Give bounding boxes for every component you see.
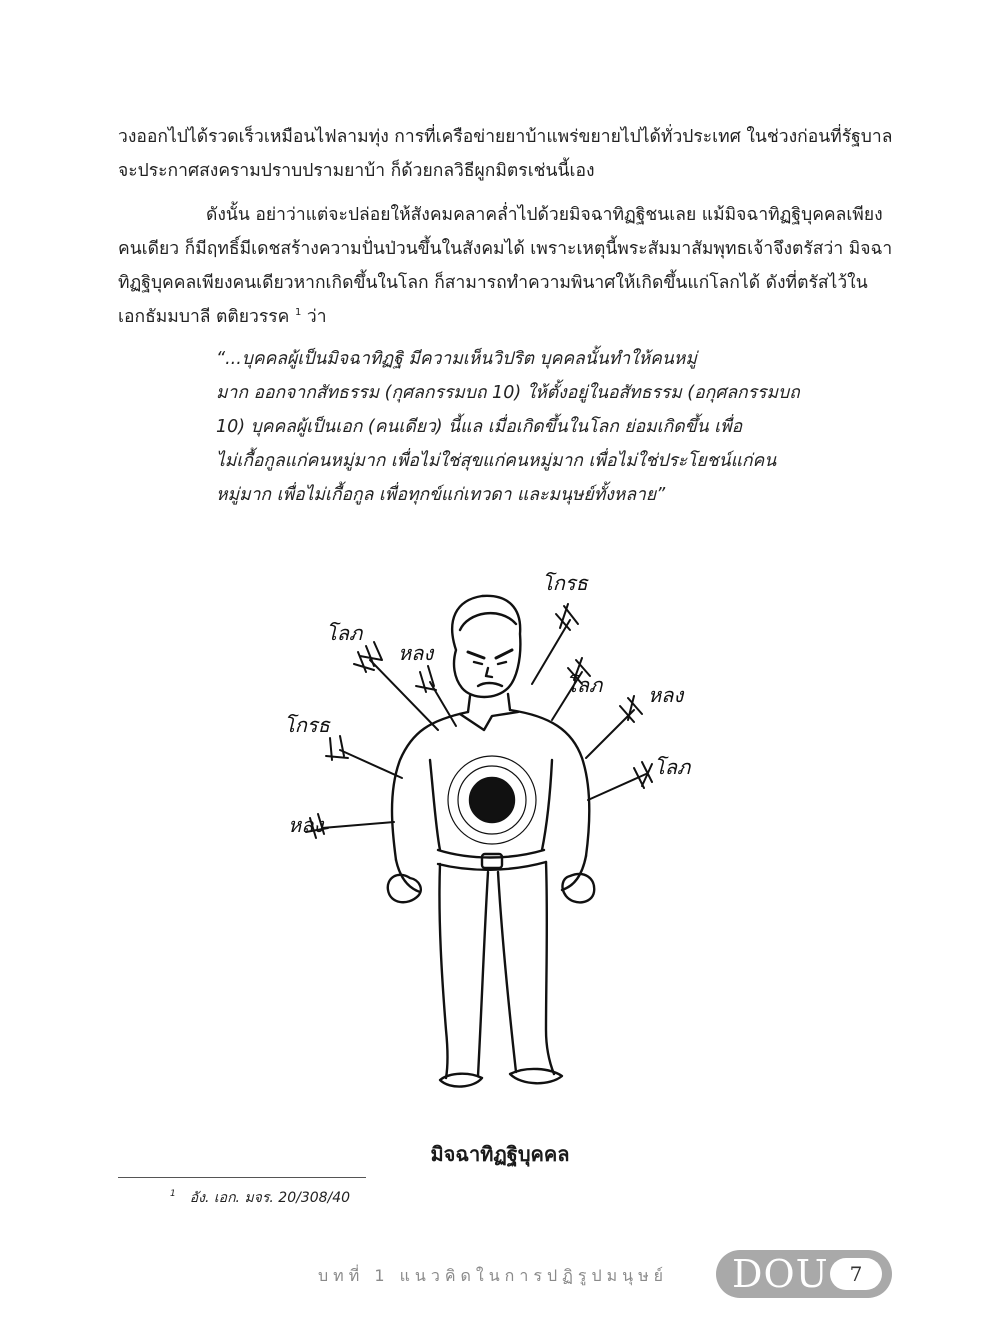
right-shoe bbox=[510, 1069, 562, 1083]
label-krot-top: โกรธ bbox=[542, 571, 588, 595]
arrow-shaft bbox=[586, 710, 634, 758]
text-run: เอกธัมมบาลี ตติยวรรค bbox=[118, 307, 290, 327]
label-krot-left: โกรธ bbox=[284, 713, 330, 737]
left-leg-inner bbox=[478, 872, 488, 1076]
text-line: วงออกไปได้รวดเร็วเหมือนไฟลามทุ่ง การที่เครือข่ายยาบ้าแพร่ขยายไปได้ทั่วประเทศ ในช่วงก่อนที่รัฐบาล bbox=[118, 127, 893, 147]
page-number: 7 bbox=[830, 1258, 882, 1290]
mouth bbox=[478, 683, 502, 686]
block-quote bbox=[216, 342, 800, 512]
text-line bbox=[118, 300, 896, 334]
label-lop-right: โลภ bbox=[566, 673, 603, 697]
arrow-fletching bbox=[326, 736, 348, 760]
page-badge bbox=[716, 1250, 892, 1298]
footnote-divider bbox=[118, 1177, 366, 1178]
label-lop-left: โลภ bbox=[326, 621, 363, 645]
head bbox=[452, 596, 520, 697]
chapter-title: บทที่ 1 แนวคิดในการปฏิรูปมนุษย์ bbox=[318, 1266, 668, 1285]
text-line: จะประกาศสงครามปราบปรามยาบ้า ก็ด้วยกลวิธีผูกมิตรเช่นนี้เอง bbox=[118, 161, 595, 181]
nose bbox=[486, 668, 492, 677]
label-lop-bottom-right: โลภ bbox=[654, 755, 691, 779]
quote-line: 10) บุคคลผู้เป็นเอก (คนเดียว) นี้แล เมื่อเกิดขึ้นในโลก ย่อมเกิดขึ้น เพื่อ bbox=[216, 417, 743, 437]
text-run: ว่า bbox=[306, 307, 327, 327]
paragraph-2 bbox=[118, 198, 896, 334]
hair-line bbox=[460, 613, 516, 630]
left-shoulder bbox=[392, 712, 468, 860]
arrow-shaft bbox=[370, 660, 438, 730]
arrow-shaft bbox=[340, 750, 402, 778]
footnote-marker: 1 bbox=[170, 1189, 176, 1199]
arrow-fletching bbox=[556, 604, 578, 630]
left-shoe bbox=[440, 1074, 482, 1087]
footnote-reference[interactable]: 1 bbox=[294, 307, 302, 318]
quote-line: มาก ออกจากสัทธรรม (กุศลกรรมบถ 10) ให้ตั้งอยู่ในอสัทธรรม (อกุศลกรรมบถ bbox=[216, 383, 800, 403]
figure-caption: มิจฉาทิฏฐิบุคคล bbox=[430, 1142, 570, 1166]
eyebrows bbox=[468, 650, 512, 658]
text-line: ดังนั้น อย่าว่าแต่จะปล่อยให้สังคมคลาคล่ำไปด้วยมิจฉาทิฏฐิชนเลย แม้มิจฉาทิฏฐิบุคคลเพียง bbox=[206, 205, 883, 225]
paragraph-1 bbox=[118, 120, 896, 188]
illustration-man-with-arrows bbox=[270, 560, 710, 1100]
forearms bbox=[396, 856, 586, 892]
label-long-bottom-left: หลง bbox=[288, 813, 324, 837]
footnote bbox=[170, 1187, 350, 1209]
text-line: ทิฏฐิบุคคลเพียงคนเดียวหากเกิดขึ้นในโลก ก็สามารถทำความพินาศให้เกิดขึ้นแก่โลกได้ ดังที่ตรัสไว้ใน bbox=[118, 273, 868, 293]
eyes bbox=[474, 662, 506, 664]
text-line: คนเดียว ก็มีฤทธิ์มีเดชสร้างความปั่นป่วนขึ้นในสังคมได้ เพราะเหตุนี้พระสัมมาสัมพุทธเจ้าจึงตรัสว่า มิจฉา bbox=[118, 239, 893, 259]
quote-line: หมู่มาก เพื่อไม่เกื้อกูล เพื่อทุกข์แก่เทวดา และมนุษย์ทั้งหลาย” bbox=[216, 485, 666, 505]
belt-buckle bbox=[482, 854, 502, 868]
arrow-fletching bbox=[620, 696, 642, 722]
quote-line: ไม่เกื้อกูลแก่คนหมู่มาก เพื่อไม่ใช่สุขแก่คนหมู่มาก เพื่อไม่ใช่ประโยชน์แก่คน bbox=[216, 451, 777, 471]
label-long-left: หลง bbox=[398, 641, 434, 665]
collar bbox=[460, 712, 518, 730]
right-leg-inner bbox=[498, 872, 516, 1072]
label-long-right: หลง bbox=[648, 683, 684, 707]
arrow-shaft bbox=[532, 620, 570, 684]
dou-logo: DOU bbox=[732, 1252, 829, 1296]
quote-line: “...บุคคลผู้เป็นมิจฉาทิฏฐิ มีความเห็นวิปริต บุคคลนั้นทำให้คนหมู่ bbox=[216, 349, 697, 369]
left-leg-outer bbox=[439, 864, 447, 1078]
right-leg-outer bbox=[546, 862, 554, 1074]
chest-dark-spot bbox=[470, 778, 514, 822]
arrow-shaft bbox=[322, 822, 394, 828]
arrow-shaft bbox=[588, 774, 646, 800]
footnote-text: อัง. เอก. มจร. 20/308/40 bbox=[189, 1190, 351, 1206]
